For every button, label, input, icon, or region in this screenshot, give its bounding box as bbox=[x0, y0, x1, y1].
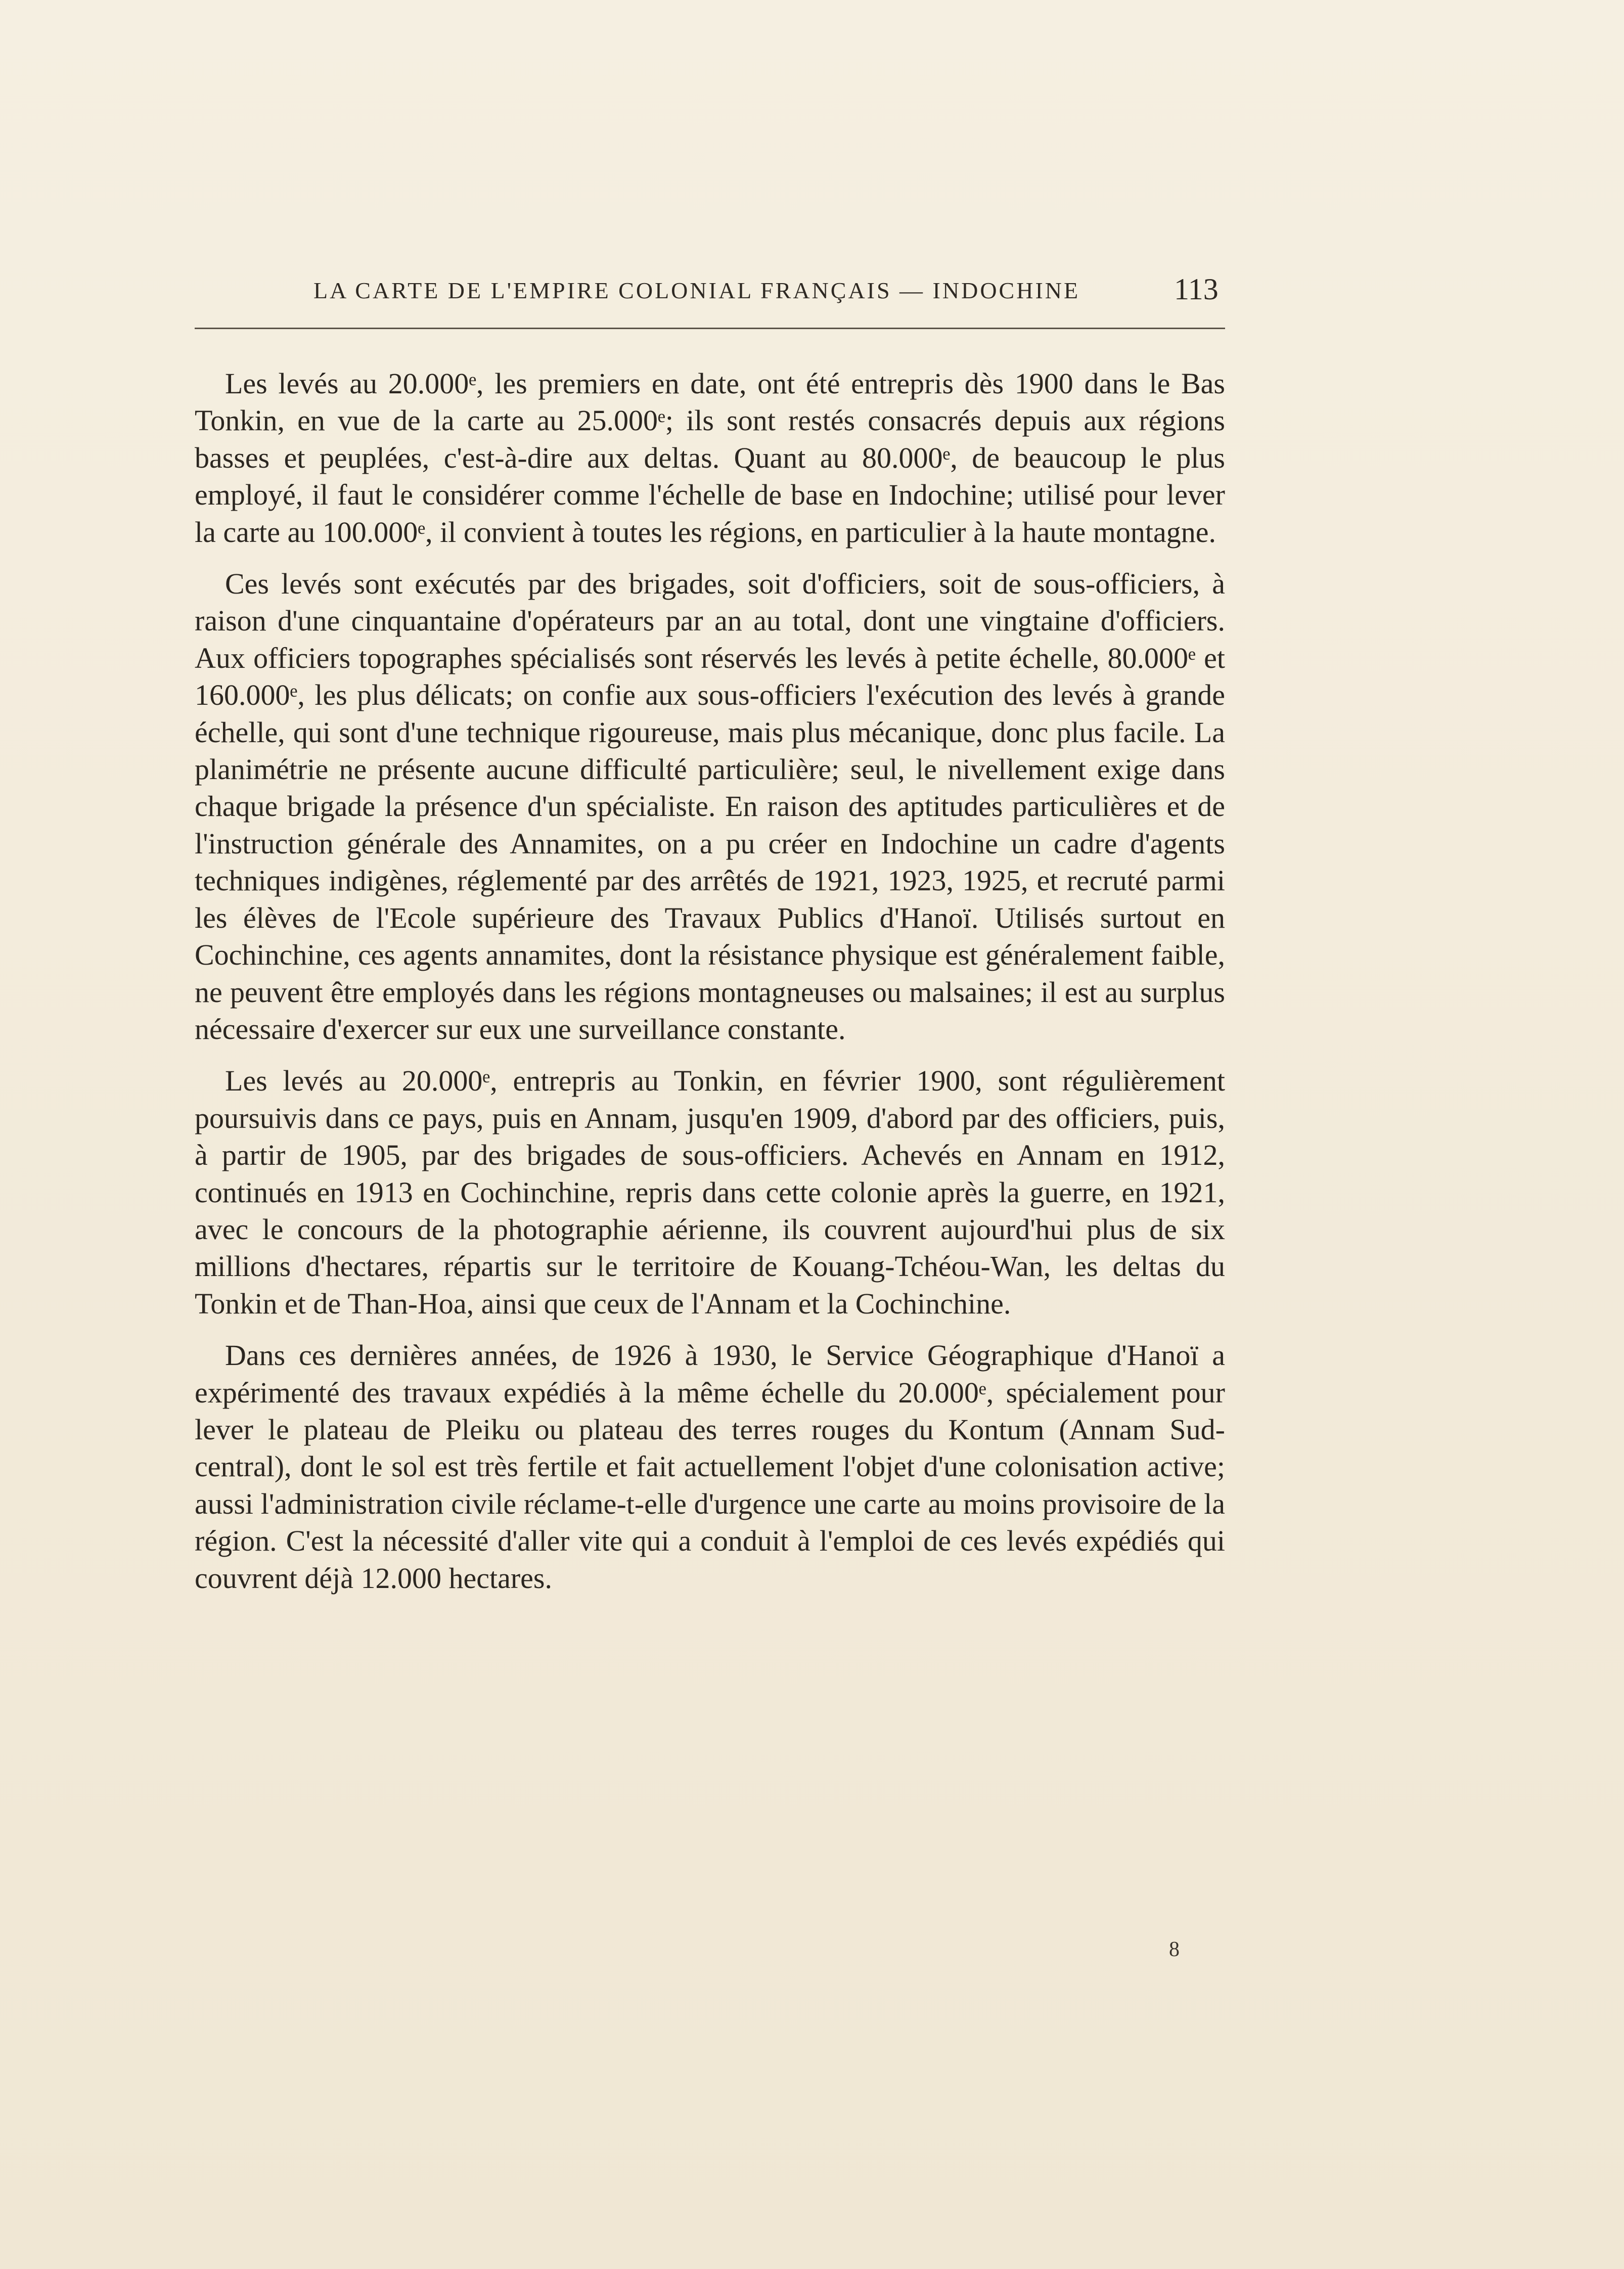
running-title: LA CARTE DE L'EMPIRE COLONIAL FRANÇAIS — INDOCHINE bbox=[313, 278, 1080, 303]
page-number: 113 bbox=[1174, 273, 1219, 306]
paragraph-2: Ces levés sont exécutés par des brigades, soit d'officiers, soit de sous-officiers, à raison d'une cinquantaine d'opérateurs par an au total, dont une vingtaine d'officiers. Aux officiers topographes spécialisés sont réservés les levés à petite échelle, 80.000ᵉ et 160.000ᵉ, les plus délicats; on confie aux sous-officiers l'exécution des levés à grande échelle, qui sont d'une technique rigoureuse, mais plus mécanique, donc plus facile. La planimétrie ne présente aucune difficulté particulière; seul, le nivellement exige dans chaque brigade la présence d'un spécialiste. En raison des aptitudes particulières et de l'instruction générale des Annamites, on a pu créer en Indochine un cadre d'agents techniques indigènes, réglementé par des arrêtés de 1921, 1923, 1925, et recruté parmi les élèves de l'Ecole supérieure des Travaux Publics d'Hanoï. Utilisés surtout en Cochinchine, ces agents annamites, dont la résistance physique est généralement faible, ne peuvent être employés dans les régions montagneuses ou malsaines; il est au surplus nécessaire d'exercer sur eux une surveillance constante. bbox=[195, 567, 1225, 1046]
signature-mark: 8 bbox=[1169, 1938, 1180, 1961]
body-text bbox=[195, 365, 1225, 1611]
paragraph-4: Dans ces dernières années, de 1926 à 1930, le Service Géographique d'Hanoï a expérimenté des travaux expédiés à la même échelle du 20.000ᵉ, spécialement pour lever le plateau de Pleiku ou plateau des terres rouges du Kontum (Annam Sud-central), dont le sol est très fertile et fait actuellement l'objet d'une colonisation active; aussi l'administration civile réclame-t-elle d'urgence une carte au moins provisoire de la région. C'est la nécessité d'aller vite qui a conduit à l'emploi de ces levés expédiés qui couvrent déjà 12.000 hectares. bbox=[195, 1339, 1225, 1595]
header-rule bbox=[195, 328, 1225, 329]
paragraph-1: Les levés au 20.000ᵉ, les premiers en date, ont été entrepris dès 1900 dans le Bas Tonkin, en vue de la carte au 25.000ᵉ; ils sont restés consacrés depuis aux régions basses et peuplées, c'est-à-dire aux deltas. Quant au 80.000ᵉ, de beaucoup le plus employé, il faut le considérer comme l'échelle de base en Indochine; utilisé pour lever la carte au 100.000ᵉ, il convient à toutes les régions, en particulier à la haute montagne. bbox=[195, 367, 1225, 549]
paragraph-3: Les levés au 20.000ᵉ, entrepris au Tonkin, en février 1900, sont régulièrement poursuivis dans ce pays, puis en Annam, jusqu'en 1909, d'abord par des officiers, puis, à partir de 1905, par des brigades de sous-officiers. Achevés en Annam en 1912, continués en 1913 en Cochinchine, repris dans cette colonie après la guerre, en 1921, avec le concours de la photographie aérienne, ils couvrent aujourd'hui plus de six millions d'hectares, répartis sur le territoire de Kouang-Tchéou-Wan, les deltas du Tonkin et de Than-Hoa, ainsi que ceux de l'Annam et la Cochinchine. bbox=[195, 1064, 1225, 1320]
